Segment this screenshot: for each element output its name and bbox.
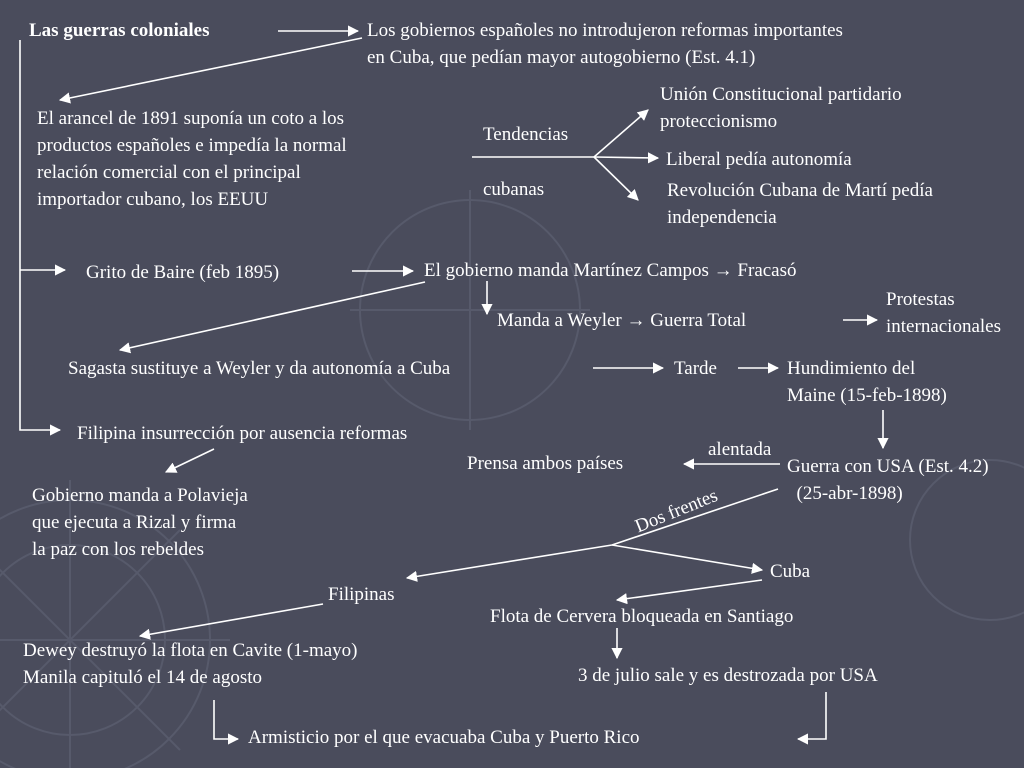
node-dewey: Dewey destruyó la flota en Cavite (1-mayo) Manila capituló el 14 de agosto	[23, 640, 358, 688]
node-3-de-julio: 3 de julio sale y es destrozada por USA	[578, 665, 878, 686]
diagram-title: Las guerras coloniales	[29, 20, 210, 41]
node-armisticio: Armisticio por el que evacuaba Cuba y Puerto Rico	[248, 727, 640, 748]
node-hundimiento-maine: Hundimiento del Maine (15-feb-1898)	[787, 358, 947, 406]
node-filipinas: Filipinas	[328, 584, 395, 605]
node-gobiernos: Los gobiernos españoles no introdujeron reformas importantes en Cuba, que pedían mayor autogobierno (Est. 4.1)	[367, 20, 843, 68]
node-guerra-usa: Guerra con USA (Est. 4.2) (25-abr-1898)	[787, 456, 989, 504]
label-alentada: alentada	[708, 439, 772, 460]
node-tarde: Tarde	[674, 358, 717, 379]
node-arancel: El arancel de 1891 suponía un coto a los productos españoles e impedía la normal relación comercial con el principal importador cubano, los EEUU	[37, 108, 347, 210]
node-sagasta: Sagasta sustituye a Weyler y da autonomía a Cuba	[68, 358, 451, 379]
node-filipina-insurreccion: Filipina insurrección por ausencia reformas	[77, 423, 408, 444]
node-protestas: Protestas internacionales	[886, 289, 1002, 337]
node-grito-de-baire: Grito de Baire (feb 1895)	[86, 262, 280, 283]
node-tendencias: Tendencias	[483, 124, 569, 145]
node-flota-cervera: Flota de Cervera bloqueada en Santiago	[490, 606, 794, 627]
node-cuba: Cuba	[770, 561, 811, 582]
node-liberal: Liberal pedía autonomía	[666, 149, 852, 170]
node-martinez-campos: El gobierno manda Martínez Campos → Fracasó	[424, 260, 797, 281]
node-union-constitucional: Unión Constitucional partidario proteccionismo	[660, 84, 902, 132]
node-prensa: Prensa ambos países	[467, 453, 624, 474]
node-revolucion-cubana: Revolución Cubana de Martí pedía independencia	[667, 180, 933, 228]
node-weyler: Manda a Weyler → Guerra Total	[497, 310, 747, 331]
node-cubanas: cubanas	[483, 179, 545, 200]
label-dos-frentes: Dos frentes	[632, 485, 721, 538]
node-polavieja: Gobierno manda a Polavieja que ejecuta a Rizal y firma la paz con los rebeldes	[32, 485, 248, 560]
